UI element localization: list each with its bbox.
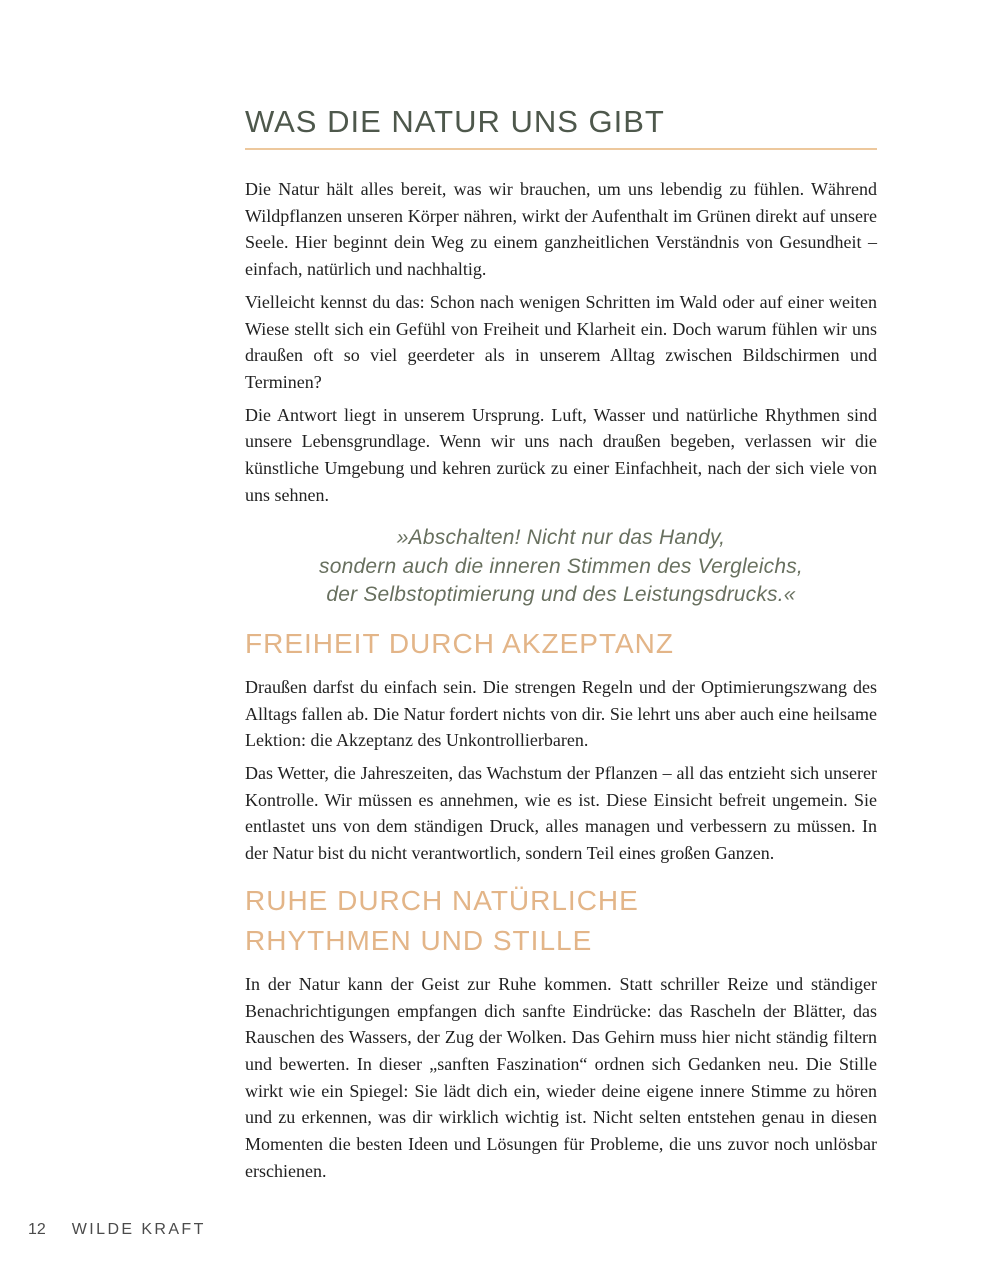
running-title: WILDE KRAFT: [71, 1221, 206, 1238]
section-paragraph: Draußen darfst du einfach sein. Die strengen Regeln und der Optimierungszwang des Alltags fallen ab. Die Natur fordert nichts von dir. Sie lehrt uns aber auch eine heilsame Lektion: die Akzeptanz des Unkontrollierbaren.: [245, 676, 877, 751]
section-heading-ruhe: [245, 881, 877, 961]
pull-quote-line: der Selbstoptimierung und des Leistungsdrucks.«: [326, 583, 796, 607]
intro-paragraph: Die Natur hält alles bereit, was wir brauchen, um uns lebendig zu fühlen. Während Wildpflanzen unseren Körper nähren, wirkt der Aufenthalt im Grünen direkt auf unsere Seele. Hier beginnt dein Weg zu einem ganzheitlichen Verständnis von Gesundheit – einfach, natürlich und nachhaltig.: [245, 179, 877, 280]
section-heading-line: RHYTHMEN UND STILLE: [245, 924, 593, 956]
pull-quote-line: sondern auch die inneren Stimmen des Vergleichs,: [319, 554, 803, 578]
pull-quote: [245, 524, 877, 610]
section-heading-line: RUHE DURCH NATÜRLICHE: [245, 884, 639, 916]
section-heading-freiheit: [245, 624, 877, 664]
page-footer: [28, 1221, 206, 1239]
section-paragraph: In der Natur kann der Geist zur Ruhe kommen. Statt schriller Reize und ständiger Benachrichtigungen empfangen dich sanfte Eindrücke: das Rascheln der Blätter, das Rauschen des Wassers, der Zug der Wolken. Das Gehirn muss hier nicht ständig filtern und bewerten. In dieser „sanften Faszination“ ordnen sich Gedanken neu. Die Stille wirkt wie ein Spiegel: Sie lädt dich ein, wieder deine eigene innere Stimme zu hören und zu erkennen, was dir wirklich wichtig ist. Nicht selten entstehen genau in diesen Momenten die besten Ideen und Lösungen für Probleme, die uns zuvor noch unlösbar erschienen.: [245, 973, 877, 1181]
intro-paragraph: Vielleicht kennst du das: Schon nach wenigen Schritten im Wald oder auf einer weiten Wiese stellt sich ein Gefühl von Freiheit und Klarheit ein. Doch warum fühlen wir uns draußen oft so viel geerdeter als in unserem Alltag zwischen Bildschirmen und Terminen?: [245, 291, 877, 392]
pull-quote-line: »Abschalten! Nicht nur das Handy,: [396, 526, 726, 550]
intro-paragraph: Die Antwort liegt in unserem Ursprung. Luft, Wasser und natürliche Rhythmen sind unsere Lebensgrundlage. Wenn wir uns nach draußen begeben, verlassen wir die künstliche Umgebung und kehren zurück zu einer Einfachheit, nach der sich viele von uns sehnen.: [245, 404, 877, 505]
page-content: [245, 0, 877, 1190]
chapter-title: WAS DIE NATUR UNS GIBT: [245, 104, 665, 139]
title-divider: [245, 148, 877, 150]
section-paragraph: Das Wetter, die Jahreszeiten, das Wachstum der Pflanzen – all das entzieht sich unserer Kontrolle. Wir müssen es annehmen, wie es ist. Diese Einsicht befreit ungemein. Sie entlastet uns von dem ständigen Druck, alles managen und verbessern zu müssen. In der Natur bist du nicht verantwortlich, sondern Teil eines großen Ganzen.: [245, 763, 877, 864]
section-heading-line: FREIHEIT DURCH AKZEPTANZ: [245, 627, 675, 659]
page-number: 12: [28, 1221, 46, 1238]
